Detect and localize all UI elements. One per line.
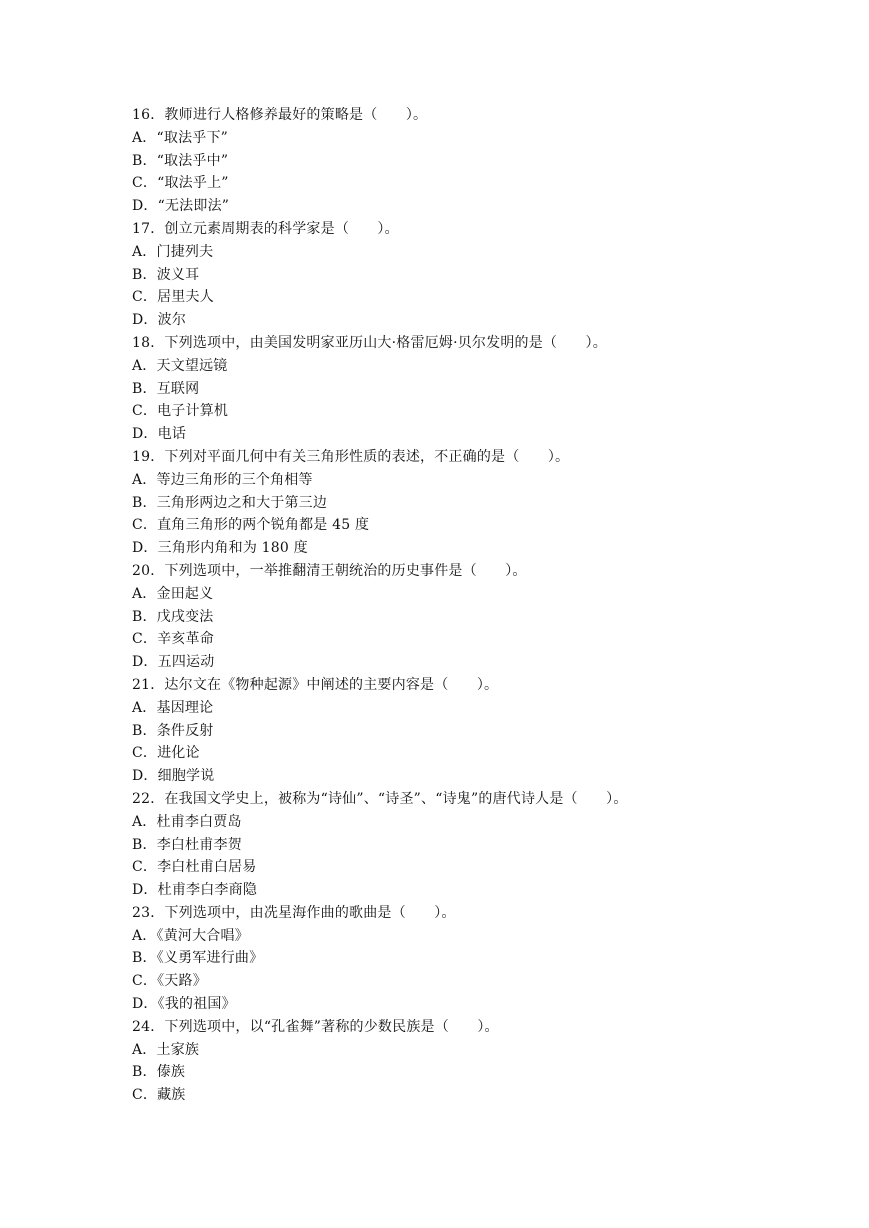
- option-a: A．金田起义: [132, 585, 214, 602]
- option-c: C．直角三角形的两个锐角都是 45 度: [132, 517, 370, 534]
- question-stem: 18．下列选项中，由美国发明家亚历山大·格雷厄姆·贝尔发明的是（ ）。: [132, 334, 607, 351]
- question-stem: 17．创立元素周期表的科学家是（ ）。: [132, 220, 399, 237]
- option-c: C．李白杜甫白居易: [132, 859, 257, 876]
- option-c: C．藏族: [132, 1087, 186, 1104]
- option-a: A．“取法乎下”: [132, 129, 229, 146]
- option-d: D．电话: [132, 426, 187, 443]
- question-stem: 20．下列选项中，一举推翻清王朝统治的历史事件是（ ）。: [132, 562, 527, 579]
- option-a: A．土家族: [132, 1041, 200, 1058]
- option-c: C．“取法乎上”: [132, 175, 229, 192]
- option-d: D．《我的祖国》: [132, 996, 236, 1013]
- option-b: B．波义耳: [132, 266, 200, 283]
- question-stem: 19．下列对平面几何中有关三角形性质的表述，不正确的是（ ）。: [132, 448, 570, 465]
- option-b: B．《义勇军进行曲》: [132, 950, 264, 967]
- option-d: D．细胞学说: [132, 768, 215, 785]
- question-stem: 16．教师进行人格修养最好的策略是（ ）。: [132, 107, 428, 123]
- question-23: [132, 902, 832, 1016]
- option-d: D．“无法即法”: [132, 198, 230, 215]
- question-21: [132, 674, 832, 788]
- question-16: [132, 104, 832, 218]
- option-d: D．波尔: [132, 312, 187, 329]
- option-c: C．电子计算机: [132, 403, 229, 420]
- option-c: C．居里夫人: [132, 289, 214, 306]
- option-b: B．三角形两边之和大于第三边: [132, 494, 328, 511]
- question-stem: 21．达尔文在《物种起源》中阐述的主要内容是（ ）。: [132, 676, 499, 693]
- option-b: B．条件反射: [132, 722, 214, 739]
- question-18: [132, 332, 832, 446]
- option-a: A．等边三角形的三个角相等: [132, 471, 313, 488]
- option-a: A．天文望远镜: [132, 357, 228, 374]
- document-page: [132, 104, 832, 1107]
- question-17: [132, 218, 832, 332]
- option-d: D．三角形内角和为 180 度: [132, 540, 308, 557]
- option-a: A．基因理论: [132, 699, 214, 716]
- question-19: [132, 446, 832, 560]
- option-a: A．门捷列夫: [132, 243, 214, 260]
- option-c: C．《天路》: [132, 973, 207, 990]
- question-stem: 23．下列选项中，由冼星海作曲的歌曲是（ ）。: [132, 904, 456, 921]
- question-20: [132, 560, 832, 674]
- option-b: B．戊戌变法: [132, 608, 214, 625]
- option-d: D．五四运动: [132, 654, 215, 671]
- question-stem: 24．下列选项中，以“孔雀舞”著称的少数民族是（ ）。: [132, 1018, 499, 1035]
- option-d: D．杜甫李白李商隐: [132, 882, 258, 899]
- option-c: C．进化论: [132, 745, 200, 762]
- question-24: [132, 1016, 832, 1107]
- option-b: B．“取法乎中”: [132, 152, 229, 169]
- option-a: A．《黄河大合唱》: [132, 927, 249, 944]
- option-a: A．杜甫李白贾岛: [132, 813, 242, 830]
- option-b: B．互联网: [132, 380, 200, 397]
- option-c: C．辛亥革命: [132, 631, 214, 648]
- question-22: [132, 788, 832, 902]
- option-b: B．傣族: [132, 1064, 186, 1081]
- option-b: B．李白杜甫李贺: [132, 836, 242, 853]
- question-stem: 22．在我国文学史上，被称为“诗仙”、“诗圣”、“诗鬼”的唐代诗人是（ ）。: [132, 790, 628, 807]
